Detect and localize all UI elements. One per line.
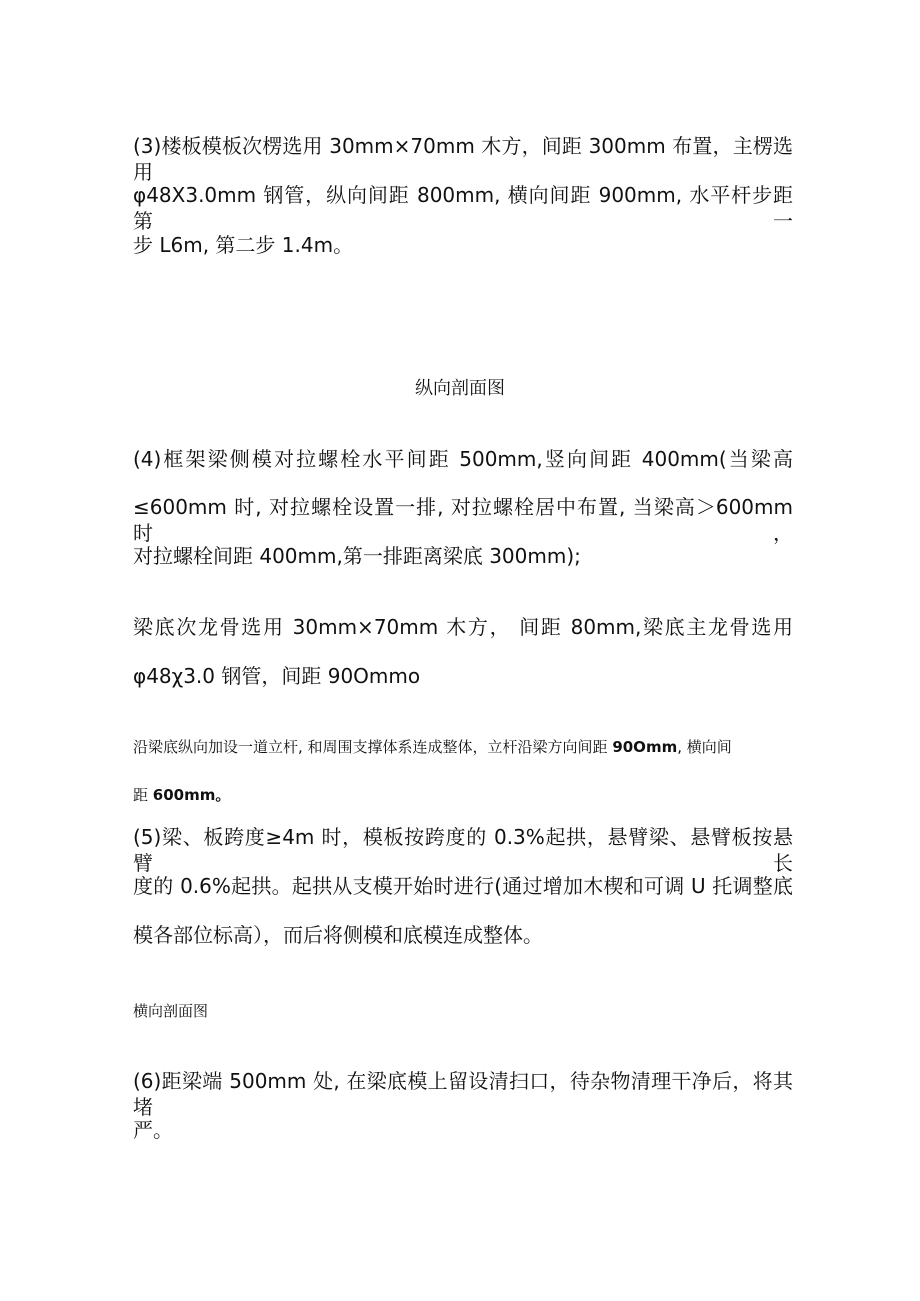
paragraph-post-line-2-prefix: 距 bbox=[133, 786, 153, 804]
paragraph-4-line-3: 对拉螺栓间距 400mm,第一排距离梁底 300mm); bbox=[133, 544, 581, 568]
paragraph-5-line-1: (5)梁、板跨度≥4m 时，模板按跨度的 0.3%起拱，悬臂梁、悬臂板按悬臂长 bbox=[133, 825, 793, 875]
paragraph-post-line-1-prefix: 沿梁底纵向加设一道立杆, 和周围支撑体系连成整体，立杆沿梁方向间距 bbox=[133, 738, 613, 756]
paragraph-4-line-2: ≤600mm 时, 对拉螺栓设置一排, 对拉螺栓居中布置, 当梁高＞600mm 时， bbox=[133, 495, 793, 545]
caption-transverse-section: 横向剖面图 bbox=[133, 1002, 209, 1020]
paragraph-6-line-2: 严。 bbox=[133, 1118, 173, 1142]
paragraph-5-line-3: 模各部位标高），而后将侧模和底模连成整体。 bbox=[133, 923, 543, 947]
paragraph-3-line-2: φ48X3.0mm 钢管，纵向间距 800mm, 横向间距 900mm, 水平杆步距第一 bbox=[133, 183, 793, 233]
paragraph-beam-line-1: 梁底次龙骨选用 30mm×70mm 木方， 间距 80mm,梁底主龙骨选用 bbox=[133, 615, 793, 639]
paragraph-3-line-1: (3)楼板模板次楞选用 30mm×70mm 木方，间距 300mm 布置，主楞选用 bbox=[133, 134, 793, 184]
paragraph-post-line-1 bbox=[133, 737, 732, 757]
paragraph-5-line-2: 度的 0.6%起拱。起拱从支模开始时进行(通过增加木楔和可调 U 托调整底 bbox=[133, 874, 793, 898]
paragraph-post-line-2 bbox=[133, 785, 230, 805]
paragraph-3-line-3: 步 L6m, 第二步 1.4m。 bbox=[133, 233, 354, 257]
paragraph-post-line-2-bold: 600mm。 bbox=[152, 786, 231, 804]
paragraph-4-line-1: (4)框架梁侧模对拉螺栓水平间距 500mm,竖向间距 400mm(当梁高 bbox=[133, 447, 793, 471]
caption-longitudinal-section: 纵向剖面图 bbox=[415, 378, 505, 399]
paragraph-post-line-1-bold: 90Omm bbox=[612, 738, 678, 756]
paragraph-6-line-1: (6)距梁端 500mm 处, 在梁底模上留设清扫口，待杂物清理干净后，将其堵 bbox=[133, 1069, 793, 1119]
paragraph-beam-line-2: φ48χ3.0 钢管，间距 90Ommo bbox=[133, 664, 421, 688]
paragraph-post-line-1-suffix: , 横向间 bbox=[677, 738, 732, 756]
